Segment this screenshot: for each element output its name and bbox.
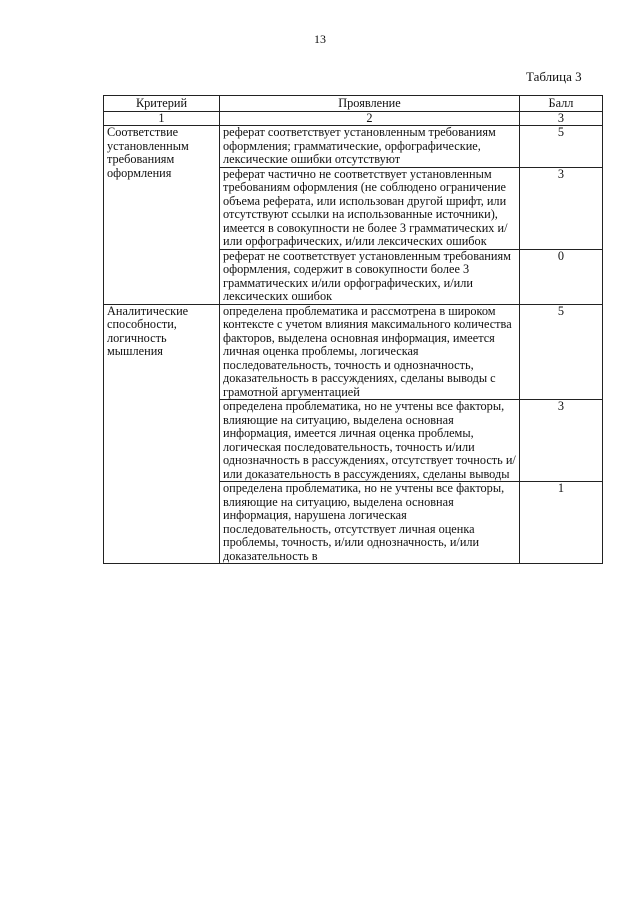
table-header-row (104, 96, 603, 112)
criteria-table (103, 95, 603, 564)
criterion-formatting: Соответствие установленным требованиям оформления (104, 126, 220, 305)
column-number-2: 2 (220, 111, 520, 126)
manifestation-cell: определена проблематика, но не учтены все факторы, влияющие на ситуацию, выделена основная информация, нарушена логическая последовательность, отсутствует личная оценка проблемы, точность, и/или однозначность, и/или доказательность в (220, 482, 520, 564)
score-cell: 1 (520, 482, 603, 564)
score-cell: 0 (520, 249, 603, 304)
criterion-analytical: Аналитические способности, логичность мышления (104, 304, 220, 564)
score-cell: 3 (520, 167, 603, 249)
manifestation-cell: реферат частично не соответствует установленным требованиям оформления (не соблюдено ограничение объема реферата, или использован другой шрифт, или отсутствуют ссылки на использованные источники), имеется в совокупности не более 3 грамматических и/или орфографических, и/или лексических ошибок (220, 167, 520, 249)
header-criterion: Критерий (104, 96, 220, 112)
manifestation-cell: определена проблематика и рассмотрена в широком контексте с учетом влияния максимального количества факторов, выделена основная информация, имеется личная оценка проблемы, логическая последовательность, точность и однозначность, доказательность в рассуждениях, сделаны выводы с грамотной аргументацией (220, 304, 520, 400)
header-score: Балл (520, 96, 603, 112)
header-manifestation: Проявление (220, 96, 520, 112)
column-number-1: 1 (104, 111, 220, 126)
table-caption: Таблица 3 (526, 69, 582, 84)
column-number-row (104, 111, 603, 126)
score-cell: 5 (520, 304, 603, 400)
table-row (104, 304, 603, 400)
score-cell: 5 (520, 126, 603, 168)
table-row (104, 126, 603, 168)
manifestation-cell: реферат не соответствует установленным требованиям оформления, содержит в совокупности более 3 грамматических и/или орфографических, и/или лексических ошибок (220, 249, 520, 304)
column-number-3: 3 (520, 111, 603, 126)
page-number: 13 (314, 32, 326, 46)
score-cell: 3 (520, 400, 603, 482)
manifestation-cell: определена проблематика, но не учтены все факторы, влияющие на ситуацию, выделена основная информация, имеется личная оценка проблемы, логическая последовательность, точность и/или однозначность в рассуждениях, отсутствует точность и/или доказательность в рассуждениях, сделаны выводы (220, 400, 520, 482)
manifestation-cell: реферат соответствует установленным требованиям оформления; грамматические, орфографические, лексические ошибки отсутствуют (220, 126, 520, 168)
